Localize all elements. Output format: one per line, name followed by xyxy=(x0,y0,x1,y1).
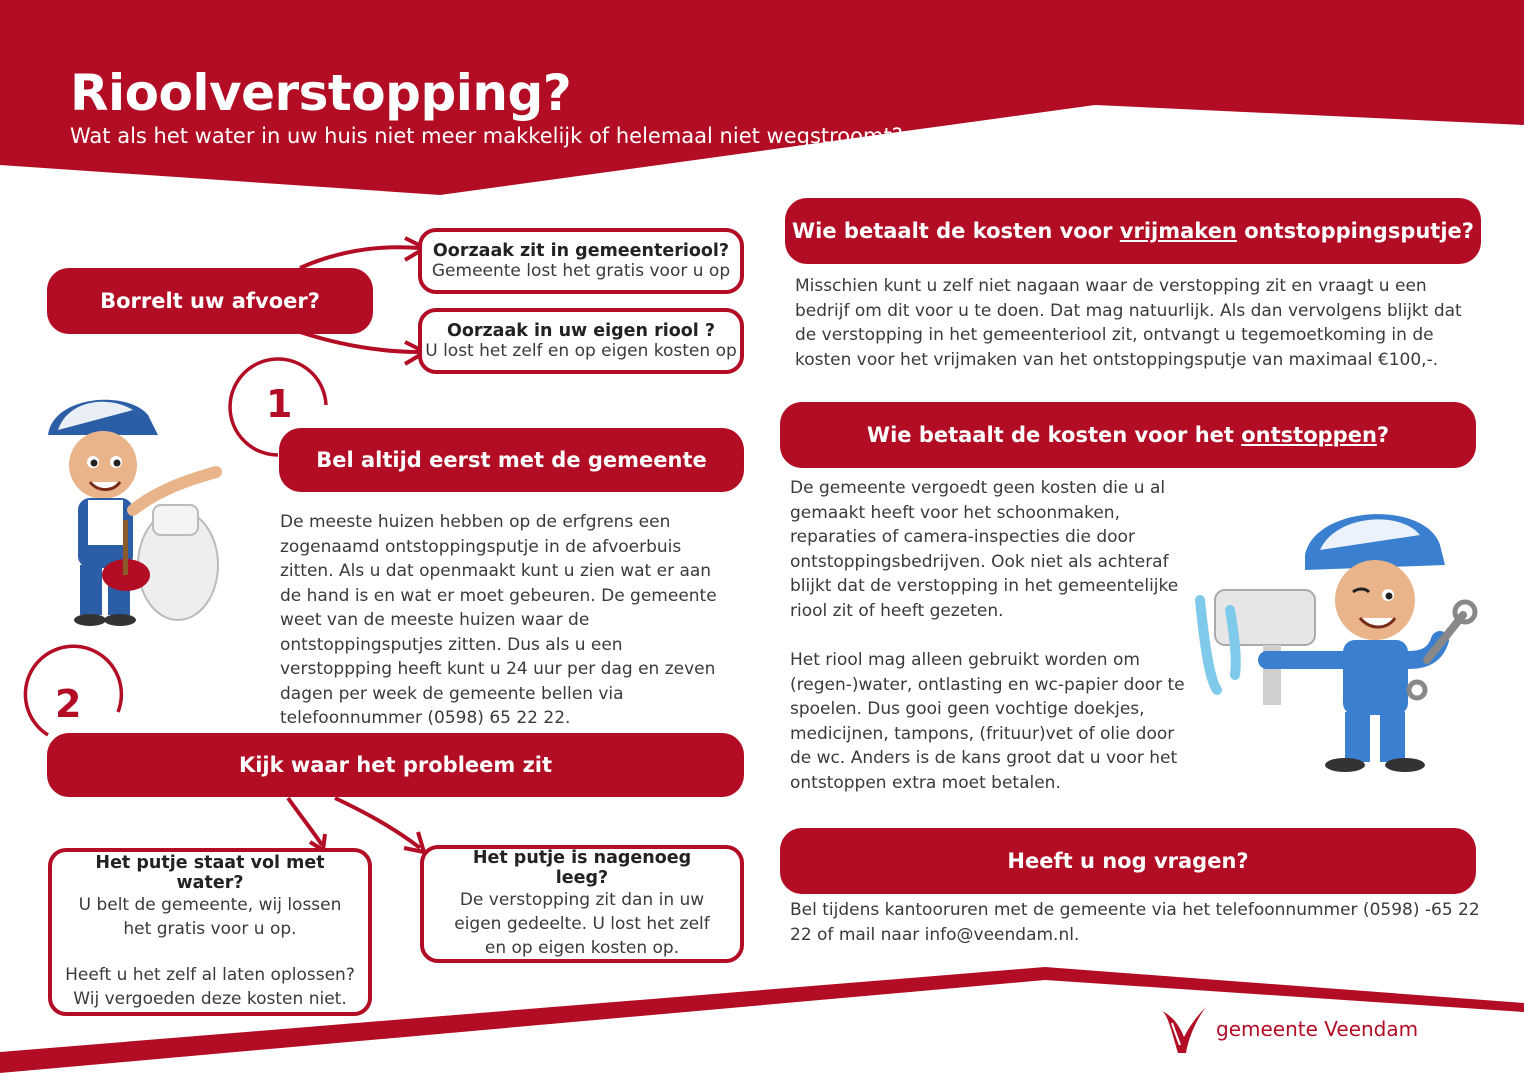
cause-own-heading: Oorzaak in uw eigen riool ? xyxy=(446,321,716,341)
q1-post: ontstoppingsputje? xyxy=(1236,219,1474,243)
cause-municipal-heading: Oorzaak zit in gemeenteriool? xyxy=(432,241,730,261)
putje-full-heading: Het putje staat vol met water? xyxy=(95,853,325,893)
step2-number: 2 xyxy=(55,682,82,726)
step2-pill: Kijk waar het probleem zit xyxy=(47,733,744,797)
cause-municipal-box xyxy=(418,228,744,294)
putje-empty-box xyxy=(420,845,744,963)
q2-post: ? xyxy=(1376,423,1390,447)
q2-body2: Het riool mag alleen gebruikt worden om (regen-)water, ontlasting en wc-papier door te spoelen. Dus gooi geen vochtige doekjes, medicijnen, tampons, (frituur)vet of olie door de wc. Anders is de kans groot dat u voor het ontstoppen extra moet betalen. xyxy=(790,650,1185,793)
step1-number: 1 xyxy=(266,382,293,426)
q2-pill xyxy=(780,402,1476,468)
putje-empty-text: De verstopping zit dan in uw eigen gedeelte. U lost het zelf en op eigen kosten op. xyxy=(454,890,710,958)
plumber-toilet-illustration xyxy=(38,380,228,630)
cause-municipal-text: Gemeente lost het gratis voor u op xyxy=(431,261,731,281)
cause-own-box xyxy=(418,308,744,374)
q3-body: Bel tijdens kantooruren met de gemeente via het telefoonnummer (0598) -65 22 22 of mail naar info@veendam.nl. xyxy=(790,900,1480,945)
q2-underlined: ontstoppen xyxy=(1241,423,1377,447)
q1-pre: Wie betaalt de kosten voor xyxy=(792,219,1120,243)
putje-full-line2: Heeft u het zelf al laten oplossen? Wij vergoeden deze kosten niet. xyxy=(65,965,355,1009)
q1-underlined: vrijmaken xyxy=(1119,219,1237,243)
page-title: Rioolverstopping? xyxy=(70,64,572,122)
putje-full-line1: U belt de gemeente, wij lossen het gratis voor u op. xyxy=(78,895,342,939)
step1-body: De meeste huizen hebben op de erfgrens een zogenaamd ontstoppingsputje in de afvoerbuis zitten. Als u dat openmaakt kunt u zien wat er aan de hand is en wat er moet gebeuren. De gemeente weet van de meeste huizen waar de ontstoppingsputjes zitten. Dus als u een verstoppping heeft kunt u 24 uur per dag en zeven dagen per week de gemeente bellen via telefoonnummer (0598) 65 22 22. xyxy=(280,512,717,728)
q2-body1: De gemeente vergoedt geen kosten die u al gemaakt heeft voor het schoonmaken, reparaties of camera-inspecties die door ontstoppingsbedrijven. Ook niet als achteraf blijkt dat de verstopping in het gemeentelijke riool zit of heeft gezeten. xyxy=(790,478,1179,621)
q1-pill xyxy=(785,198,1481,264)
putje-empty-heading: Het putje is nagenoeg leeg? xyxy=(472,848,692,888)
page-subtitle: Wat als het water in uw huis niet meer makkelijk of helemaal niet wegstroomt? xyxy=(70,124,903,148)
putje-full-box xyxy=(48,848,372,1016)
step1-pill: Bel altijd eerst met de gemeente xyxy=(279,428,744,492)
gemeente-veendam-logo xyxy=(1160,1003,1418,1055)
cause-own-text: U lost het zelf en op eigen kosten op xyxy=(425,341,737,361)
q2-pre: Wie betaalt de kosten voor het xyxy=(866,423,1242,447)
borrelt-pill: Borrelt uw afvoer? xyxy=(47,268,373,334)
logo-text: gemeente Veendam xyxy=(1216,1017,1419,1041)
q1-body: Misschien kunt u zelf niet nagaan waar de verstopping zit en vraagt u een bedrijf om dit voor u te doen. Dat mag natuurlijk. Als dan vervolgens blijkt dat de verstopping in het gemeenteriool zit, ontvangt u tegemoetkoming in de kosten voor het vrijmaken van het ontstoppingsputje van maximaal €100,-. xyxy=(795,276,1462,370)
veendam-emblem-icon xyxy=(1160,1003,1208,1055)
q3-pill: Heeft u nog vragen? xyxy=(780,828,1476,894)
plumber-sink-illustration xyxy=(1195,500,1480,780)
